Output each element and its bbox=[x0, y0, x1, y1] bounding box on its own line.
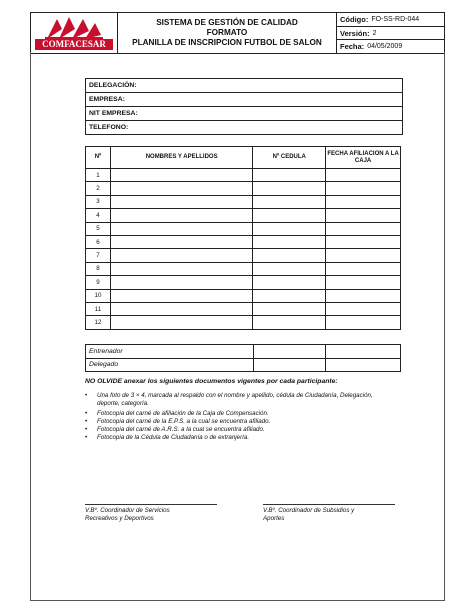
row-cedula-cell[interactable] bbox=[253, 262, 326, 275]
participants-table bbox=[85, 146, 401, 330]
requirement-text: Fotocopia del carné de la E.P.S. a la cual se encuentra afiliado. bbox=[97, 418, 271, 425]
requirement-item bbox=[85, 410, 395, 418]
row-number: 9 bbox=[86, 276, 111, 289]
row-affiliation-cell[interactable] bbox=[326, 289, 401, 302]
row-name-cell[interactable] bbox=[110, 262, 252, 275]
logo-mark-icon bbox=[45, 15, 103, 41]
row-affiliation-cell[interactable] bbox=[326, 276, 401, 289]
requirement-item bbox=[85, 426, 395, 434]
row-name-cell[interactable] bbox=[110, 182, 252, 195]
row-number: 3 bbox=[86, 195, 111, 208]
codigo-label: Código: bbox=[340, 14, 369, 24]
staff-label-entrenador: Entrenador bbox=[86, 345, 254, 359]
participant-row bbox=[86, 262, 401, 275]
bullet-icon: • bbox=[85, 410, 88, 417]
row-name-cell[interactable] bbox=[110, 276, 252, 289]
row-affiliation-cell[interactable] bbox=[326, 262, 401, 275]
row-cedula-cell[interactable] bbox=[253, 169, 326, 182]
requirement-text: Fotocopia del carné de afiliación de la Caja de Compensación. bbox=[97, 410, 269, 417]
requirement-item bbox=[85, 392, 395, 408]
row-name-cell[interactable] bbox=[110, 289, 252, 302]
participant-row bbox=[86, 249, 401, 262]
staff-cell[interactable] bbox=[253, 345, 326, 359]
requirements-list bbox=[85, 392, 395, 442]
row-number: 4 bbox=[86, 209, 111, 222]
participant-row bbox=[86, 235, 401, 248]
col-header-cedula: Nº CEDULA bbox=[253, 147, 326, 169]
staff-label-delegado: Delegado bbox=[86, 358, 254, 372]
logo-text: COMFACESAR bbox=[35, 39, 113, 50]
row-cedula-cell[interactable] bbox=[253, 249, 326, 262]
bullet-icon: • bbox=[85, 434, 88, 441]
fecha-value: 04/05/2009 bbox=[367, 43, 403, 51]
field-nit-empresa[interactable]: NIT EMPRESA: bbox=[86, 107, 402, 121]
row-name-cell[interactable] bbox=[110, 235, 252, 248]
row-affiliation-cell[interactable] bbox=[326, 169, 401, 182]
version-value: 2 bbox=[372, 29, 377, 37]
row-name-cell[interactable] bbox=[110, 222, 252, 235]
participant-row bbox=[86, 302, 401, 315]
staff-row-entrenador bbox=[86, 345, 401, 359]
row-name-cell[interactable] bbox=[110, 209, 252, 222]
staff-table bbox=[85, 344, 401, 372]
requirement-item bbox=[85, 434, 395, 442]
title-line-2: FORMATO bbox=[206, 28, 248, 37]
company-info-box bbox=[85, 78, 403, 135]
field-delegacion[interactable]: DELEGACIÓN: bbox=[86, 79, 402, 93]
codigo-value: FO-SS-RD-044 bbox=[371, 15, 420, 23]
row-affiliation-cell[interactable] bbox=[326, 249, 401, 262]
row-affiliation-cell[interactable] bbox=[326, 235, 401, 248]
title-line-1: SISTEMA DE GESTIÓN DE CALIDAD bbox=[156, 18, 298, 27]
signature-line-2: Aportes bbox=[263, 515, 285, 522]
signature-line-1: V.Bº. Coordinador de Subsidios y bbox=[263, 507, 355, 514]
row-name-cell[interactable] bbox=[110, 302, 252, 315]
staff-row-delegado bbox=[86, 358, 401, 372]
row-cedula-cell[interactable] bbox=[253, 235, 326, 248]
field-empresa[interactable]: EMPRESA: bbox=[86, 93, 402, 107]
participant-row bbox=[86, 209, 401, 222]
codigo-row bbox=[337, 13, 444, 27]
row-number: 11 bbox=[86, 302, 111, 315]
version-row bbox=[337, 27, 444, 41]
signature-line-1: V.Bº. Coordinador de Servicios bbox=[85, 507, 170, 514]
participant-row bbox=[86, 195, 401, 208]
row-number: 2 bbox=[86, 182, 111, 195]
row-affiliation-cell[interactable] bbox=[326, 316, 401, 329]
staff-cell[interactable] bbox=[326, 358, 401, 372]
row-affiliation-cell[interactable] bbox=[326, 182, 401, 195]
row-number: 6 bbox=[86, 235, 111, 248]
row-cedula-cell[interactable] bbox=[253, 302, 326, 315]
col-header-number: Nº bbox=[86, 147, 111, 169]
requirement-text: Fotocopia de la Cédula de Ciudadanía o de extranjería. bbox=[97, 434, 250, 441]
row-name-cell[interactable] bbox=[110, 169, 252, 182]
form-header bbox=[30, 12, 445, 54]
participant-row bbox=[86, 182, 401, 195]
title-line-3: PLANILLA DE INSCRIPCION FUTBOL DE SALON bbox=[132, 38, 322, 47]
requirement-text: Fotocopia del carné de A.R.S. a la cual se encuentra afiliado. bbox=[97, 426, 265, 433]
row-name-cell[interactable] bbox=[110, 316, 252, 329]
row-name-cell[interactable] bbox=[110, 249, 252, 262]
row-cedula-cell[interactable] bbox=[253, 209, 326, 222]
col-header-affiliation-date: FECHA AFILIACION A LA CAJA bbox=[326, 147, 401, 169]
document-meta bbox=[337, 13, 444, 53]
row-number: 7 bbox=[86, 249, 111, 262]
row-affiliation-cell[interactable] bbox=[326, 195, 401, 208]
bullet-icon: • bbox=[85, 426, 88, 433]
row-cedula-cell[interactable] bbox=[253, 316, 326, 329]
form-title bbox=[118, 13, 337, 53]
row-number: 10 bbox=[86, 289, 111, 302]
row-cedula-cell[interactable] bbox=[253, 182, 326, 195]
participant-row bbox=[86, 289, 401, 302]
participant-row bbox=[86, 169, 401, 182]
field-telefono[interactable]: TELEFONO: bbox=[89, 124, 129, 131]
fecha-label: Fecha: bbox=[340, 42, 365, 52]
participant-row bbox=[86, 316, 401, 329]
col-header-names: NOMBRES Y APELLIDOS bbox=[110, 147, 252, 169]
row-affiliation-cell[interactable] bbox=[326, 302, 401, 315]
staff-cell[interactable] bbox=[253, 358, 326, 372]
documents-warning: NO OLVIDE anexar los siguientes documentos vigentes por cada participante: bbox=[85, 378, 338, 385]
version-label: Versión: bbox=[340, 28, 370, 38]
row-cedula-cell[interactable] bbox=[253, 222, 326, 235]
signature-line-2: Recreativos y Deportivos bbox=[85, 515, 154, 522]
row-name-cell[interactable] bbox=[110, 195, 252, 208]
requirement-text: Una foto de 3 × 4, marcada al respaldo con el nombre y apellido, cédula de Ciudadanía, Delegación, deporte, categoría. bbox=[97, 392, 373, 407]
bullet-icon: • bbox=[85, 392, 88, 399]
bullet-icon: • bbox=[85, 418, 88, 425]
participant-row bbox=[86, 276, 401, 289]
company-logo bbox=[31, 13, 118, 53]
row-number: 1 bbox=[86, 169, 111, 182]
row-number: 5 bbox=[86, 222, 111, 235]
row-cedula-cell[interactable] bbox=[253, 276, 326, 289]
participants-header-row bbox=[86, 147, 401, 169]
signature-coordinator-subsidies bbox=[263, 504, 395, 523]
row-number: 8 bbox=[86, 262, 111, 275]
row-affiliation-cell[interactable] bbox=[326, 222, 401, 235]
row-cedula-cell[interactable] bbox=[253, 195, 326, 208]
row-cedula-cell[interactable] bbox=[253, 289, 326, 302]
participant-row bbox=[86, 222, 401, 235]
signature-coordinator-recreation bbox=[85, 504, 217, 523]
requirement-item bbox=[85, 418, 395, 426]
row-number: 12 bbox=[86, 316, 111, 329]
row-affiliation-cell[interactable] bbox=[326, 209, 401, 222]
staff-cell[interactable] bbox=[326, 345, 401, 359]
